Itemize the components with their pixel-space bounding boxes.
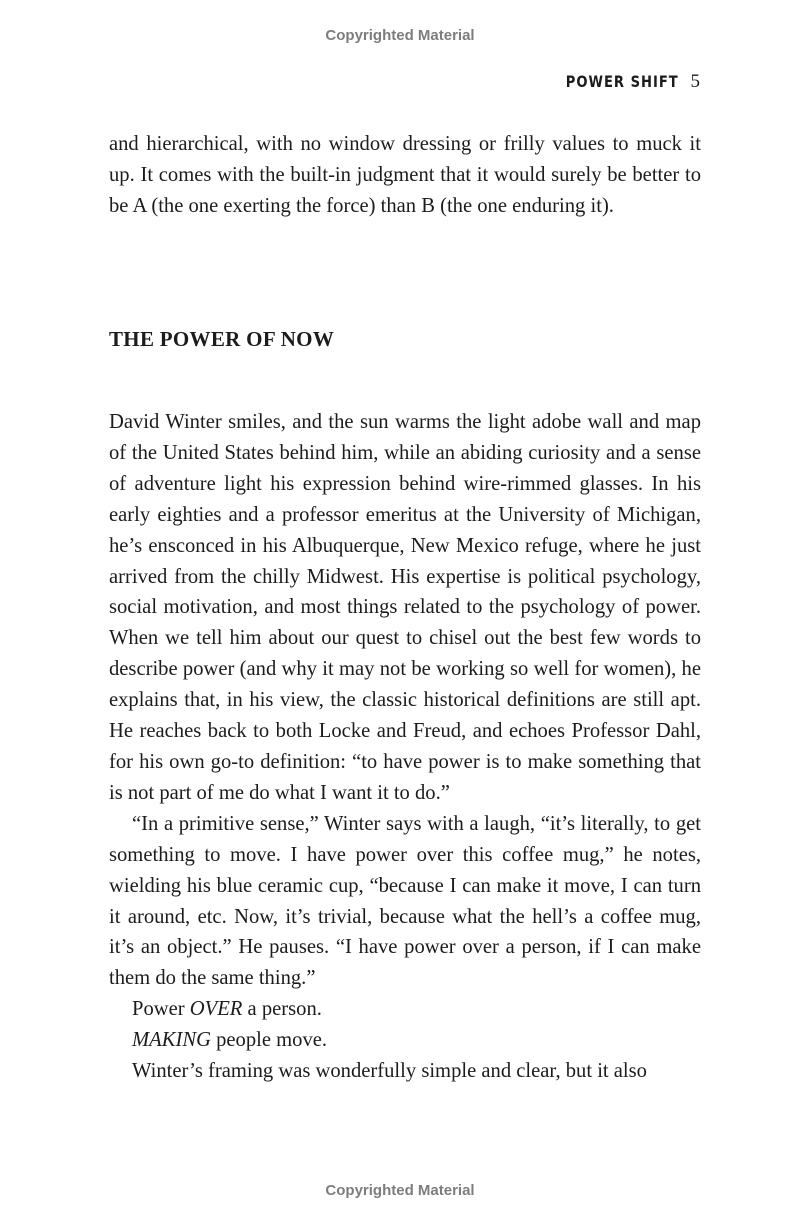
page-number: 5	[690, 71, 700, 92]
watermark-bottom: Copyrighted Material	[325, 1182, 475, 1199]
short-line-power-over	[109, 994, 701, 1025]
watermark-top: Copyrighted Material	[325, 27, 475, 44]
running-head	[541, 71, 700, 93]
opening-paragraph: and hierarchical, with no window dressing or frilly values to muck it up. It comes with the built-in judgment that it would surely be better to be A (the one exerting the force) than B (the one enduring it).	[109, 133, 701, 217]
emphasis-over: OVER	[189, 998, 243, 1021]
final-line: Winter’s framing was wonderfully simple and clear, but it also	[132, 1060, 647, 1083]
short-line-2-after: people move.	[210, 1029, 328, 1052]
paragraph-winter-intro: David Winter smiles, and the sun warms the light adobe wall and map of the United States behind him, while an abiding curiosity and a sense of adventure light his expression behind wire-rimmed glasses. In his early eighties and a professor emeritus at the University of Michigan, he’s ensconced in his Albuquerque, New Mexico refuge, where he just arrived from the chilly Midwest. His expertise is political psychology, social motivation, and most things related to the psychology of power. When we tell him about our quest to chisel out the best few words to describe power (and why it may not be working so well for women), he explains that, in his view, the classic historical definitions are still apt. He reaches back to both Locke and Freud, and echoes Professor Dahl, for his own go-to definition: “to have power is to make something that is not part of me do what I want it to do.”	[109, 411, 701, 804]
paragraph-winter-quote: “In a primitive sense,” Winter says with a laugh, “it’s literally, to get something to move. I have power over this coffee mug,” he notes, wielding his blue ceramic cup, “because I can make it move, I can turn it around, etc. Now, it’s trivial, because what the hell’s a coffee mug, it’s an object.” He pauses. “I have power over a person, if I can make them do the same thing.”	[109, 812, 701, 990]
section-heading: THE POWER OF NOW	[109, 327, 335, 351]
short-line-making	[109, 1025, 701, 1056]
main-text-block	[109, 407, 701, 1087]
emphasis-making: MAKING	[132, 1029, 211, 1052]
short-line-1-after: a person.	[242, 998, 322, 1021]
running-head-title: POWER SHIFT	[565, 72, 679, 91]
opening-paragraph-block	[109, 129, 701, 222]
short-line-1-before: Power	[132, 998, 190, 1021]
